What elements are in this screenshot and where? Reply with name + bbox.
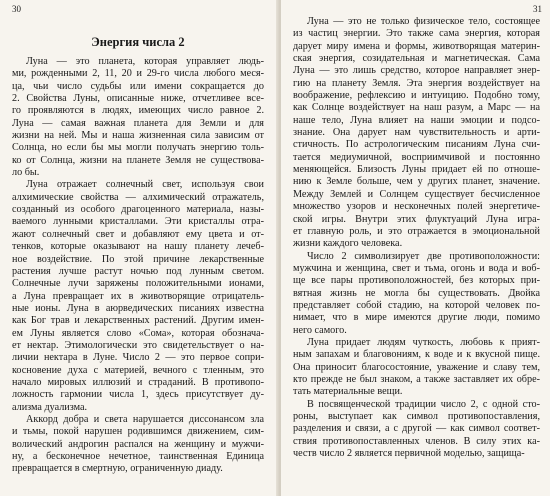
text-line: жают солнечный свет и добавляют ему цвета и от- [12,228,264,240]
text-line: го проявляются в людях, имеющих число равное 2. [12,105,264,117]
text-line: ное воздействие. По этой причине лекарственные [12,253,264,265]
text-line: Она приносит благосостояние, уважение и славу тем, [293,361,540,373]
text-line: В посвященческой традиции число 2, с одной сто- [307,398,540,410]
text-line: ствия противопоставленных членов. В силу этих ка- [293,435,540,447]
right-page [281,0,550,496]
text-line: тать материальные вещи. [293,386,403,398]
text-line: ми, рожденными 2, 11, 20 и 29-го числа любого меся- [12,68,264,80]
page-number: 31 [533,4,542,14]
text-line: алхимические свойства — алхимический отражатель, [12,191,264,203]
text-line: знание. Она дарует нам чувствительность и арти- [293,127,540,139]
text-line: а Луна превращает их в животворящие отрицатель- [12,290,264,302]
text-line: как Бог трав и лекарственных растений. Другим имен- [12,315,264,327]
text-line: нимает, что в мире имеются другие люди, помимо [293,312,540,324]
text-line: растения лучше растут ночью под лунным светом. [12,265,264,277]
text-line: ные ионы. Луна в аюрведических писаниях известна [12,302,264,314]
text-line: представляет собой стадию, на которой человек по- [293,299,540,311]
text-line: Число 2 символизирует две противоположности: [307,250,540,262]
text-line: созданный из особого драгоценного материала, назы- [12,204,264,216]
text-line: дарует миру имена и формы, животворящая материн- [293,40,540,52]
paragraph [293,337,540,399]
text-line: ской игры. Внутри этих флуктуаций Луна игра- [293,213,540,225]
text-line: начало мировых иллюзий и страданий. В противопо- [12,376,264,388]
text-line: ваемого лунными кристаллами. Эти кристаллы отра- [12,216,264,228]
text-line: тенков, которые оказывают на нашу планету лечеб- [12,241,264,253]
text-line: разделения и связи, а с другой — как символ соответ- [293,423,540,435]
text-line: наше тело, Луна влияет на наши эмоции и подсо- [293,114,540,126]
text-line: ем Луны является слово «Сома», которая обознача- [12,327,264,339]
text-line: роны, выступает как символ противопоставления, [293,411,540,422]
text-line: тается медиумичной, восприимчивой и постоянно [293,151,540,163]
page-body [12,56,264,476]
text-line: превращается в смертную, ограниченную диаду. [12,463,223,475]
text-line: ко от Солнца, жизни на планете Земля не существова- [12,154,264,166]
paragraph [12,56,264,179]
text-line: ализма дуализма. [12,401,88,413]
text-line: воображение, рефлексию и интуицию. Подобно тому, [293,90,540,102]
text-line: Между Землей и Солнцем существует бесчисленное [293,188,540,200]
paragraph [12,414,264,476]
paragraph [293,16,540,251]
text-line: личии нектара в Луне. Число 2 — это первое сопри- [12,352,264,364]
chapter-title: Энергия числа 2 [91,35,185,49]
text-line: и тьмы, покой нарушен родившимся движением, сим- [12,426,264,438]
text-line: жизни каждого человека. [293,238,403,250]
text-line: вятная жизнь не могла бы существовать. Двойка [293,287,540,299]
text-line: 2. Свойства Луны, описанные ниже, отчетливее все- [12,93,264,105]
text-line: Луна — это не только физическое тело, состоящее [307,16,540,27]
text-line: нию к Земле больше, чем у других планет, значение. [293,176,540,188]
paragraph [293,251,540,337]
text-line: жизни на ней. Мы и наша жизненная сила зависим от [12,130,264,142]
text-line: Солнечные лучи заряжены положительными ионами, [12,278,264,290]
text-line: ская энергия, созидательная и магнетическая. Сама [293,53,540,65]
text-line: гию на планету Земля. Эта энергия воздействует на [293,77,540,89]
text-line: косновение духа с материей, вечного с тленным, это [12,364,264,376]
text-line: ну, а бесконечное нечетное, таинственная Единица [12,451,264,462]
text-line: ет главную роль, и это отражается в эмоциональной [293,225,540,237]
page-body [293,16,540,460]
text-line: него самого. [293,324,347,336]
paragraph [293,399,540,461]
text-line: мужчина и женщина, свет и тьма, огонь и вода и воб- [293,262,540,274]
text-line: ет нектар. Этимологически это свидетельствует о на- [12,339,264,351]
text-line: множество узоров и несконечных полей энергетиче- [293,201,540,213]
text-line: Луна придает людям чуткость, любовь к прият- [307,336,540,348]
text-line: Луна — это планета, которая управляет людь- [26,56,264,67]
text-line: ще все пары противоположностей, без которых при- [293,275,540,287]
text-line: ложность гармонии числа 1, здесь присутствует ду- [12,389,264,401]
text-line: ло бы. [12,167,40,179]
paragraph [12,179,264,414]
text-line: Луна — это лишь средство, которое направляет энер- [293,65,540,77]
text-line: стичность. По астрологическим писаниям Луна счи- [293,139,540,151]
text-line: ца, чьи число судьбы или имени сокращается до [12,80,264,92]
text-line: Луна отражает солнечный свет, используя свои [26,179,264,191]
text-line: кто прежде не был знаком, а также заставляет их обре- [293,373,540,385]
text-line: Луна — самая важная планета для Земли и для [12,117,264,129]
text-line: Аккорд добра и света нарушается диссонансом зла [26,413,264,425]
text-line: из частиц энергии. Это также сама энергия, которая [293,28,540,40]
text-line: меняющейся. Близость Луны придает ей по отноше- [293,164,540,176]
text-line: ным запахам и благовониям, к воде и к вкусной пище. [293,349,540,361]
page-number: 30 [12,4,21,14]
text-line: как Солнце воздействует на наш разум, а Марс — на [293,102,540,114]
text-line: волический андрогин распался на женщину и мужчи- [12,438,264,450]
text-line: честв число 2 является первичной моделью, защища- [293,448,525,460]
text-line: Солнца, но если бы мы могли получать энергию толь- [12,142,264,154]
